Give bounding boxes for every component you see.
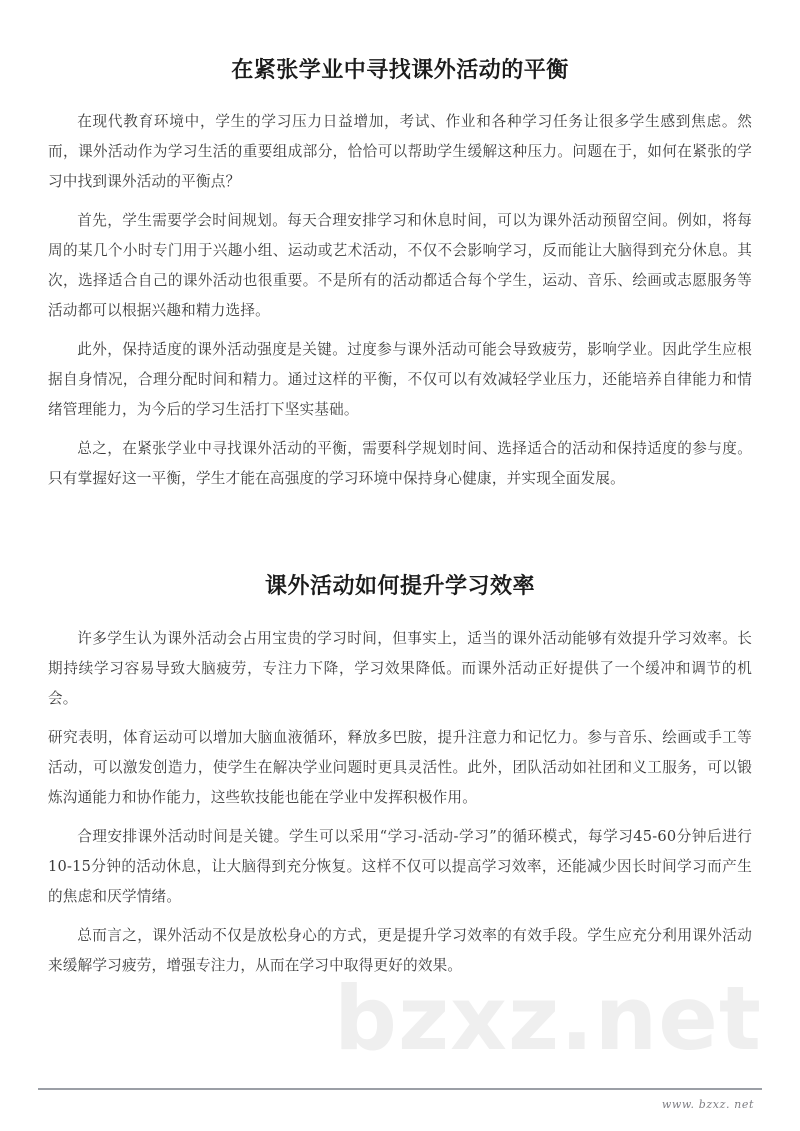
article-1-paragraph-3: 此外，保持适度的课外活动强度是关键。过度参与课外活动可能会导致疲劳，影响学业。因此学生应根据自身情况，合理分配时间和精力。通过这样的平衡，不仅可以有效减轻学业压力，还能培养自律能力和情绪管理能力，为今后的学习生活打下坚实基础。 [48, 340, 752, 418]
article-2-title: 课外活动如何提升学习效率 [264, 572, 535, 599]
footer-site-url: www. bzxz. net [661, 1098, 754, 1111]
footer-divider [38, 1088, 762, 1090]
article-1-paragraph-1: 在现代教育环境中，学生的学习压力日益增加，考试、作业和各种学习任务让很多学生感到焦虑。然而，课外活动作为学习生活的重要组成部分，恰恰可以帮助学生缓解这种压力。问题在于，如何在紧张的学习中找到课外活动的平衡点？ [48, 112, 752, 190]
site-watermark: bzxz.net [333, 967, 762, 1070]
article-1-paragraph-4: 总之，在紧张学业中寻找课外活动的平衡，需要科学规划时间、选择适合的活动和保持适度的参与度。只有掌握好这一平衡，学生才能在高强度的学习环境中保持身心健康，并实现全面发展。 [48, 439, 752, 487]
article-2-paragraph-4: 总而言之，课外活动不仅是放松身心的方式，更是提升学习效率的有效手段。学生应充分利用课外活动来缓解学习疲劳，增强专注力，从而在学习中取得更好的效果。 [48, 927, 752, 975]
article-1-paragraph-2: 首先，学生需要学会时间规划。每天合理安排学习和休息时间，可以为课外活动预留空间。例如，将每周的某几个小时专门用于兴趣小组、运动或艺术活动，不仅不会影响学习，反而能让大脑得到充分休息。其次，选择适合自己的课外活动也很重要。不是所有的活动都适合每个学生，运动、音乐、绘画或志愿服务等活动都可以根据兴趣和精力选择。 [48, 211, 752, 319]
article-2-paragraph-2: 研究表明，体育运动可以增加大脑血液循环，释放多巴胺，提升注意力和记忆力。参与音乐、绘画或手工等活动，可以激发创造力，使学生在解决学业问题时更具灵活性。此外，团队活动如社团和义工服务，可以锻炼沟通能力和协作能力，这些软技能也能在学业中发挥积极作用。 [48, 729, 752, 807]
article-2-paragraph-3: 合理安排课外活动时间是关键。学生可以采用“学习-活动-学习”的循环模式，每学习45-60分钟后进行10-15分钟的活动休息，让大脑得到充分恢复。这样不仅可以提高学习效率，还能减少因长时间学习而产生的焦虑和厌学情绪。 [48, 828, 752, 906]
article-2-paragraph-1: 许多学生认为课外活动会占用宝贵的学习时间，但事实上，适当的课外活动能够有效提升学习效率。长期持续学习容易导致大脑疲劳，专注力下降，学习效果降低。而课外活动正好提供了一个缓冲和调节的机会。 [48, 630, 752, 708]
article-1-title: 在紧张学业中寻找课外活动的平衡 [231, 57, 569, 83]
article-2 [48, 494, 752, 982]
article-1 [48, 0, 752, 494]
